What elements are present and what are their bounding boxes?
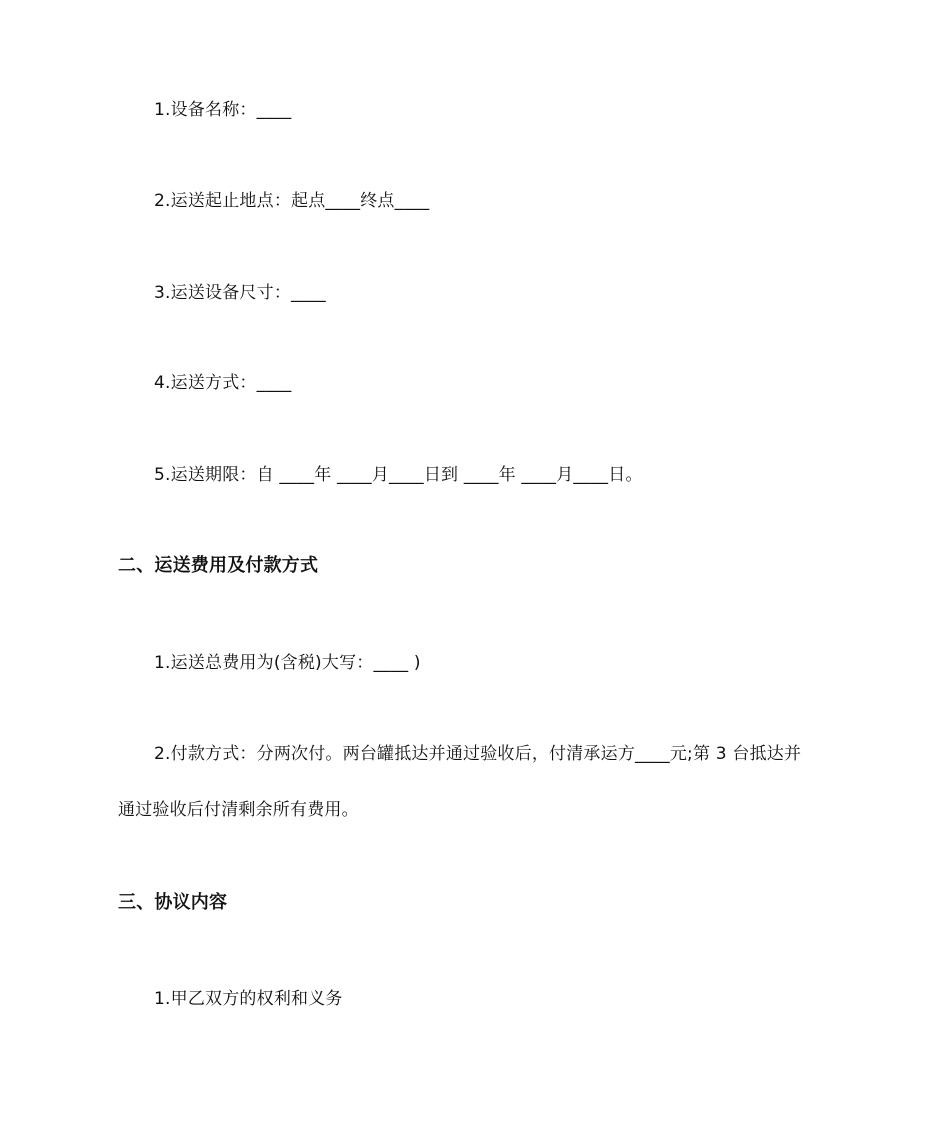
item-payment-method-line2: 通过验收后付清剩余所有费用。 <box>118 800 359 820</box>
item-equipment-name: 1.设备名称：____ <box>154 100 292 120</box>
section-heading-fees: 二、运送费用及付款方式 <box>118 555 319 576</box>
item-payment-method-line1: 2.付款方式：分两次付。两台罐抵达并通过验收后，付清承运方____元;第 3 台抵达并 <box>154 744 802 764</box>
section-heading-agreement: 三、协议内容 <box>118 892 228 913</box>
item-rights-obligations: 1.甲乙双方的权利和义务 <box>154 989 343 1009</box>
item-transport-method: 4.运送方式：____ <box>154 373 292 393</box>
item-equipment-size: 3.运送设备尺寸：____ <box>154 283 326 303</box>
item-total-fee: 1.运送总费用为(含税)大写：____ ) <box>154 653 421 673</box>
item-route-points: 2.运送起止地点：起点____终点____ <box>154 191 430 211</box>
item-transport-period: 5.运送期限：自 ____年 ____月____日到 ____年 ____月____日。 <box>154 465 643 485</box>
